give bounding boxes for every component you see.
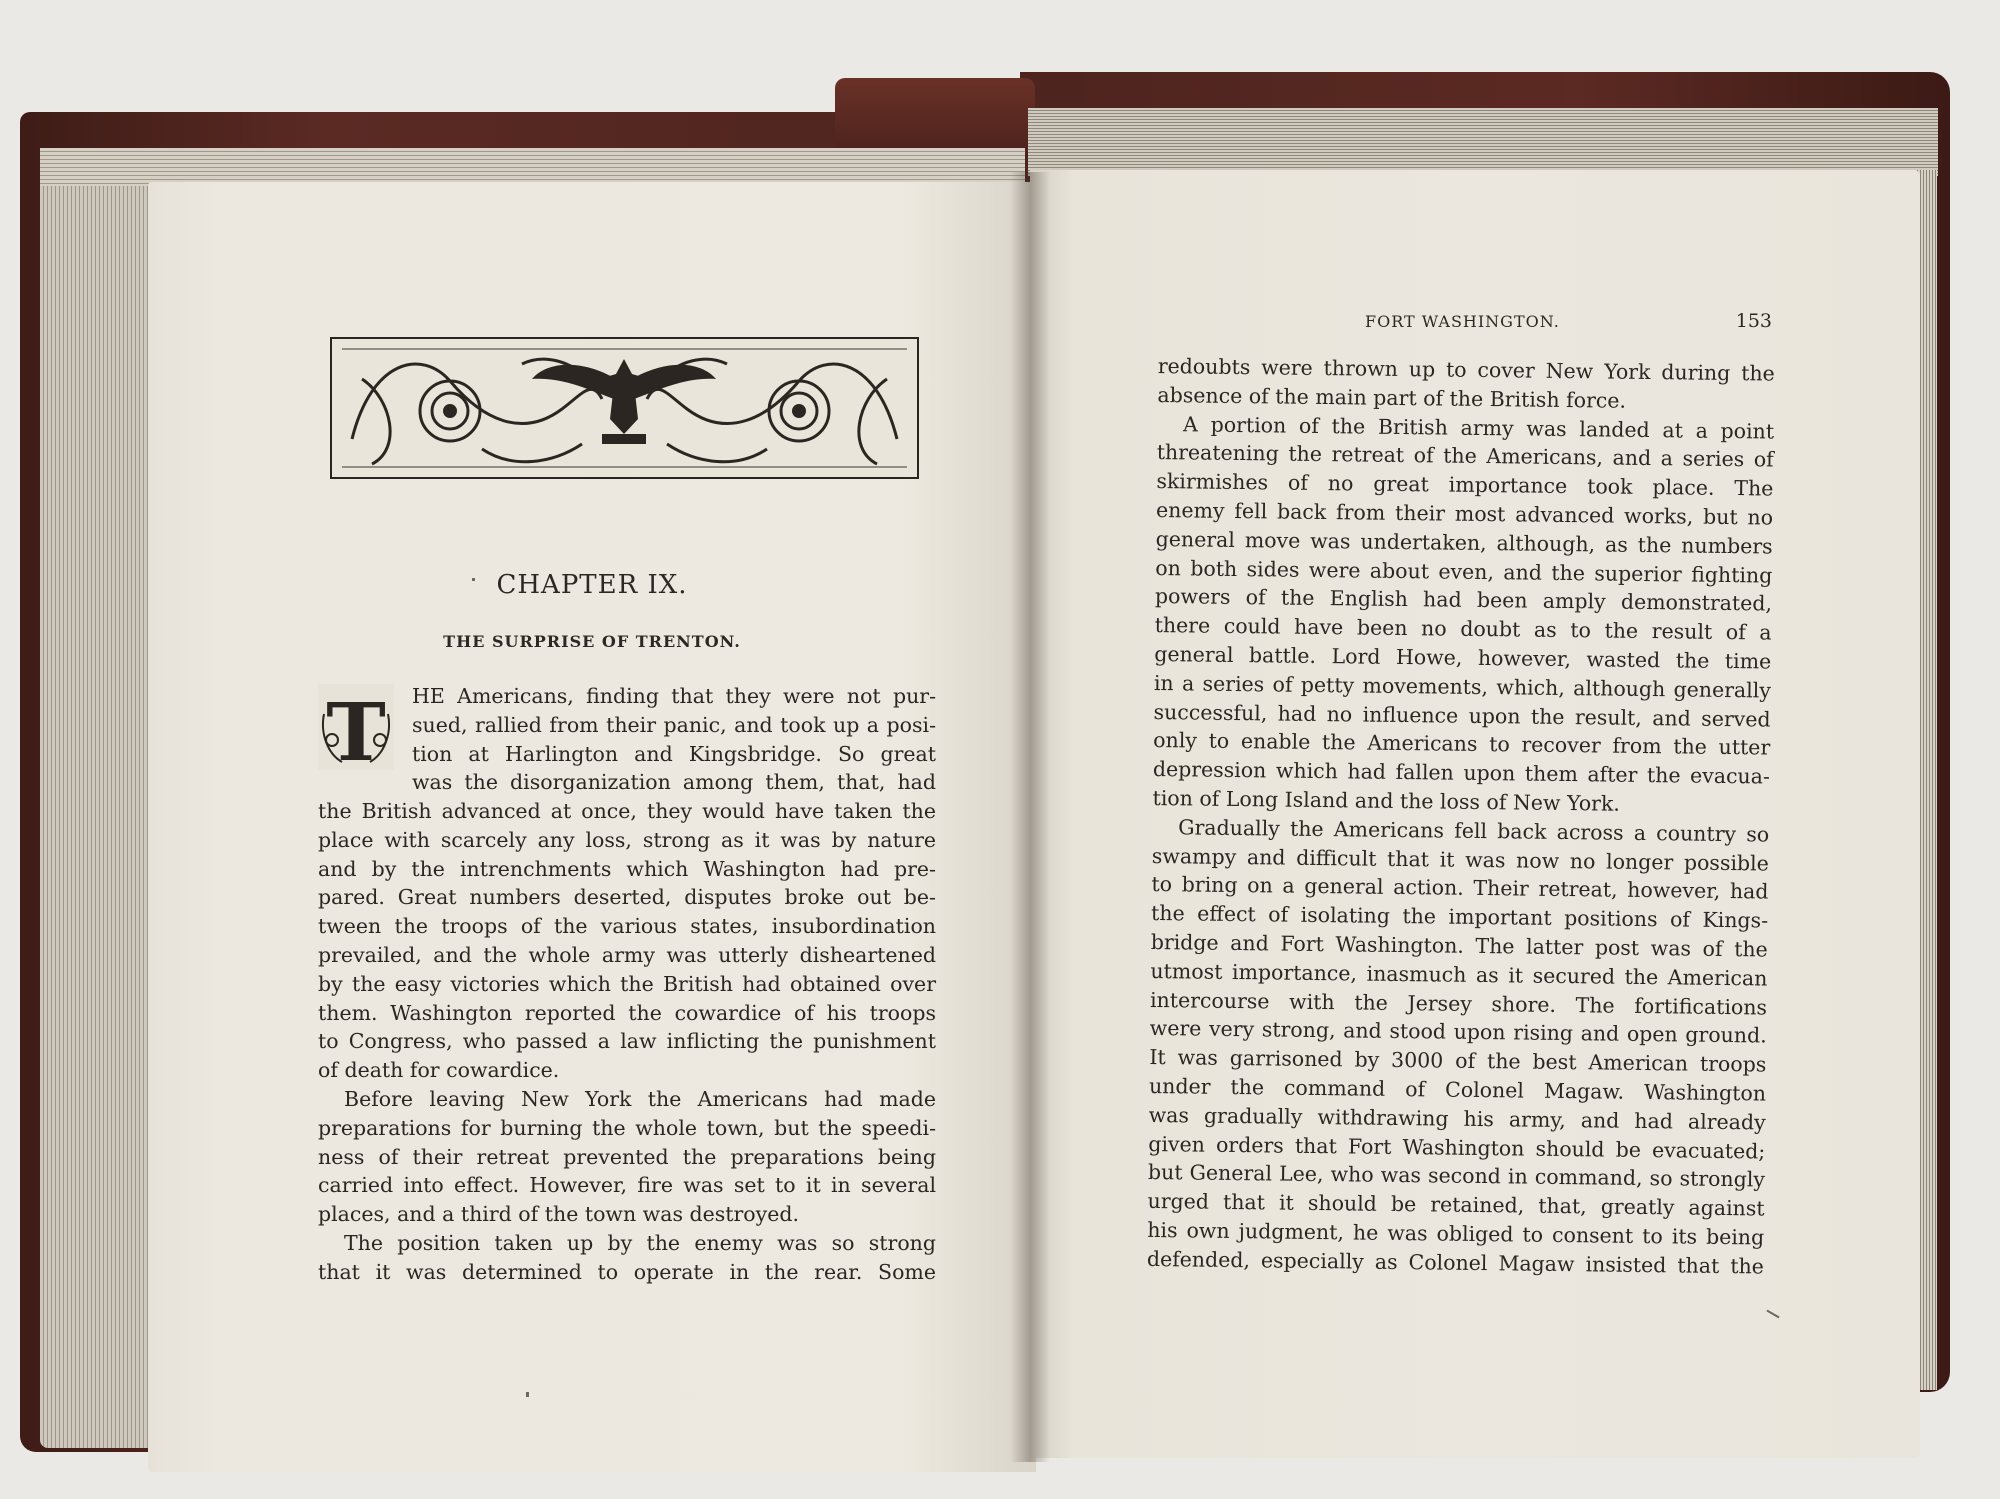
text-line: skirmishes of no great importance took place. The xyxy=(1156,469,1774,501)
text-line: utmost importance, inasmuch as it secured the American xyxy=(1150,958,1768,991)
text-line: Gradually the Americans fell back across a country so xyxy=(1178,815,1770,847)
text-line: only to enable the Americans to recover from the utter xyxy=(1153,728,1771,760)
text-line: powers of the English had been amply demonstrated, xyxy=(1154,584,1773,616)
text-line: on both sides were about even, and the superior fighting xyxy=(1155,555,1773,588)
text-line: sued, rallied from their panic, and took up a posi- xyxy=(412,712,936,737)
text-line: A portion of the British army was landed at a point xyxy=(1182,411,1775,444)
running-head-title: FORT WASHINGTON. xyxy=(1365,312,1560,331)
chapter-title: CHAPTER IX. xyxy=(496,570,688,600)
page-edges-top-left xyxy=(40,148,1025,186)
text-line: places, and a third of the town was destroyed. xyxy=(318,1202,799,1227)
text-line: urged that it should be retained, that, greatly against xyxy=(1147,1189,1765,1221)
text-line: threatening the retreat of the Americans, and a series of xyxy=(1156,440,1774,472)
text-line: general battle. Lord Howe, however, wasted the time xyxy=(1154,641,1772,674)
text-line: under the command of Colonel Magaw. Washington xyxy=(1148,1073,1767,1106)
text-line: them. Washington reported the cowardice of his troops xyxy=(318,1000,936,1025)
right-page-body xyxy=(1147,352,1775,1281)
text-line: redoubts were thrown up to cover New York during the xyxy=(1157,353,1775,386)
text-line: place with scarcely any loss, strong as it was by nature xyxy=(318,827,936,852)
text-line: pared. Great numbers deserted, disputes broke out be- xyxy=(318,885,936,910)
text-line: It was garrisoned by 3000 of the best American troops xyxy=(1149,1045,1767,1077)
text-line: the British advanced at once, they would have taken the xyxy=(318,799,936,823)
text-line: tween the troops of the various states, insubordination xyxy=(318,914,936,939)
text-line: intercourse with the Jersey shore. The fortifications xyxy=(1149,987,1768,1020)
text-line: given orders that Fort Washington should be evacuated; xyxy=(1148,1131,1766,1163)
text-line: of death for cowardice. xyxy=(318,1058,560,1083)
text-line: ness of their retreat prevented the preparations being xyxy=(318,1144,936,1169)
paragraph-opening xyxy=(412,682,936,797)
text-line: there could have been no doubt as to the result of a xyxy=(1154,613,1772,645)
text-line: his own judgment, he was obliged to consent to its being xyxy=(1147,1217,1765,1250)
left-page-body xyxy=(318,797,936,1287)
text-line: were very strong, and stood upon rising and open ground. xyxy=(1149,1016,1767,1048)
text-line: enemy fell back from their most advanced works, but no xyxy=(1155,497,1774,530)
text-line: prevailed, and the whole army was utterly disheartened xyxy=(318,942,936,967)
page-number: 153 xyxy=(1735,310,1772,332)
text-line: tion at Harlington and Kingsbridge. So great xyxy=(412,741,936,766)
text-line: Before leaving New York the Americans had made xyxy=(344,1086,936,1111)
text-line: but General Lee, who was second in command, so strongly xyxy=(1147,1160,1766,1192)
gutter-shadow xyxy=(1010,172,1050,1462)
text-line: by the easy victories which the British had obtained over xyxy=(318,971,936,996)
text-line: The position taken up by the enemy was so strong xyxy=(344,1230,936,1255)
text-line: HE Americans, finding that they were not pur- xyxy=(412,684,936,708)
paper-speck xyxy=(526,1392,529,1397)
chapter-subtitle: THE SURPRISE OF TRENTON. xyxy=(443,632,741,651)
text-line: absence of the main part of the British force. xyxy=(1157,382,1627,413)
drop-cap-letter: T xyxy=(326,685,386,770)
text-line: was gradually withdrawing his army, and had already xyxy=(1148,1102,1766,1135)
text-line: that it was determined to operate in the rear. Some xyxy=(318,1259,936,1284)
text-line: carried into effect. However, fire was set to it in several xyxy=(318,1173,936,1198)
drop-cap-ornament xyxy=(318,684,394,770)
page-edges-left xyxy=(40,148,160,1448)
text-line: preparations for burning the whole town, but the speedi- xyxy=(318,1115,936,1140)
text-line: swampy and difficult that it was now no longer possible xyxy=(1151,843,1769,876)
text-line: and by the intrenchments which Washington had pre- xyxy=(318,856,936,881)
eagle-ornament-icon xyxy=(330,337,919,479)
book-spine xyxy=(835,78,1035,158)
text-line: to Congress, who passed a law inflicting the punishment xyxy=(318,1029,936,1054)
text-line: defended, especially as Colonel Magaw insisted that the xyxy=(1146,1246,1765,1279)
page-edges-top-right xyxy=(1028,108,1938,176)
text-line: general move was undertaken, although, as the numbers xyxy=(1155,526,1773,559)
text-line: successful, had no influence upon the result, and served xyxy=(1153,699,1771,732)
text-line: the effect of isolating the important positions of Kings- xyxy=(1150,901,1769,933)
text-line: depression which had fallen upon them after the evacua- xyxy=(1152,757,1771,789)
text-line: tion of Long Island and the loss of New York. xyxy=(1152,785,1621,816)
paper-speck xyxy=(472,578,475,581)
text-line: was the disorganization among them, that, had xyxy=(412,770,936,795)
text-line: to bring on a general action. Their retreat, however, had xyxy=(1151,872,1769,904)
text-line: bridge and Fort Washington. The latter post was of the xyxy=(1150,929,1768,962)
text-line: in a series of petty movements, which, although generally xyxy=(1153,670,1772,703)
